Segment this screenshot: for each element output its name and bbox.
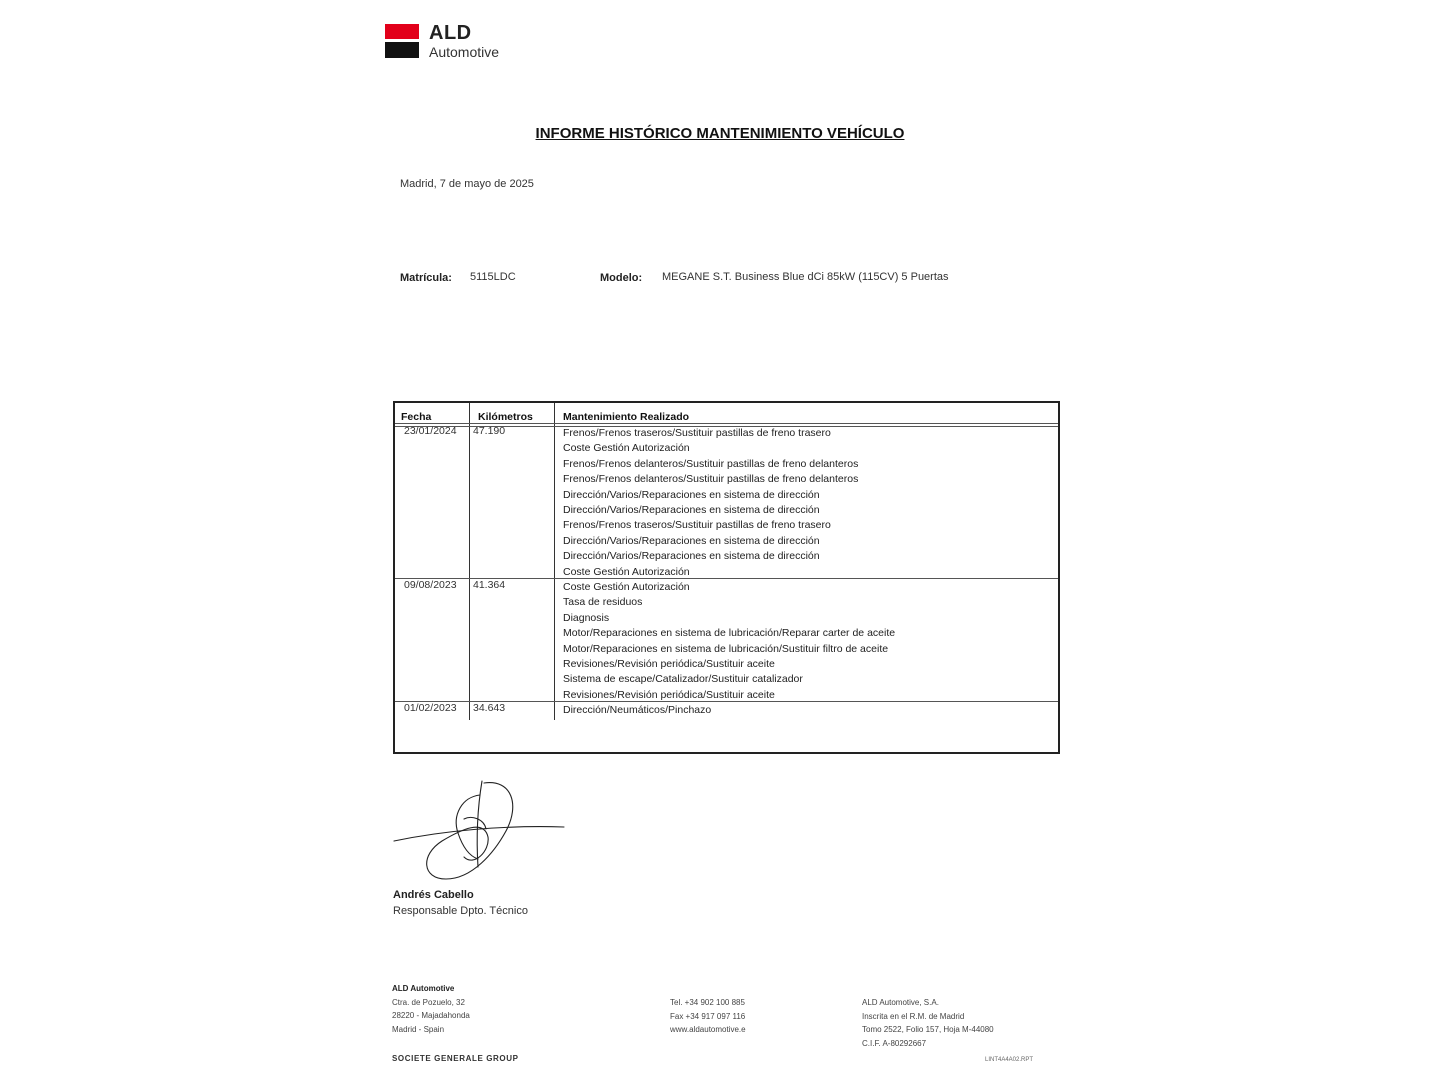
group-name: SOCIETE GENERALE GROUP bbox=[392, 1054, 519, 1063]
header-kilometros: Kilómetros bbox=[478, 411, 533, 423]
list-item: Dirección/Varios/Reparaciones en sistema de dirección bbox=[563, 550, 820, 563]
footer-address-line: Ctra. de Pozuelo, 32 bbox=[392, 997, 465, 1007]
footer-address-line: Madrid - Spain bbox=[392, 1024, 445, 1034]
list-item: Coste Gestión Autorización bbox=[563, 581, 690, 593]
list-item: Frenos/Frenos traseros/Sustituir pastillas de freno trasero bbox=[563, 427, 831, 439]
list-item: Frenos/Frenos traseros/Sustituir pastillas de freno trasero bbox=[563, 519, 831, 532]
row-date: 01/02/2023 bbox=[404, 702, 457, 714]
column-divider bbox=[469, 403, 470, 720]
plate-value: 5115LDC bbox=[470, 271, 516, 283]
report-title: INFORME HISTÓRICO MANTENIMIENTO VEHÍCULO bbox=[535, 125, 905, 142]
logo-subtitle: Automotive bbox=[429, 44, 500, 60]
list-item: Dirección/Varios/Reparaciones en sistema de dirección bbox=[563, 534, 820, 547]
list-item: Revisiones/Revisión periódica/Sustituir aceite bbox=[563, 688, 775, 701]
footer-address-line: 28220 - Majadahonda bbox=[392, 1011, 470, 1020]
list-item: Motor/Reparaciones en sistema de lubricación/Reparar carter de aceite bbox=[563, 627, 896, 640]
footer-legal-line: ALD Automotive, S.A. bbox=[862, 998, 939, 1007]
footer-contact bbox=[670, 996, 746, 1037]
report-date: Madrid, 7 de mayo de 2025 bbox=[400, 178, 534, 190]
signatory-name: Andrés Cabello bbox=[393, 889, 474, 901]
list-item: Dirección/Neumáticos/Pinchazo bbox=[563, 704, 712, 716]
footer-company: ALD Automotive bbox=[392, 984, 455, 993]
list-item: Tasa de residuos bbox=[563, 596, 643, 609]
list-item: Dirección/Varios/Reparaciones en sistema de dirección bbox=[563, 488, 820, 501]
model-label: Modelo: bbox=[600, 272, 643, 284]
footer-legal-line: Tomo 2522, Folio 157, Hoja M-44080 bbox=[862, 1025, 994, 1034]
footer-website: www.aldautomotive.e bbox=[670, 1025, 746, 1034]
row-km: 34.643 bbox=[473, 702, 506, 714]
list-item: Dirección/Varios/Reparaciones en sistema de dirección bbox=[563, 503, 820, 516]
footer-legal-line: Inscrita en el R.M. de Madrid bbox=[862, 1011, 965, 1021]
footer-legal-line: C.I.F. A-80292667 bbox=[862, 1038, 927, 1048]
row-km: 41.364 bbox=[473, 579, 506, 591]
footer-legal bbox=[862, 996, 994, 1050]
list-item: Motor/Reparaciones en sistema de lubricación/Sustituir filtro de aceite bbox=[563, 642, 889, 655]
row-date: 09/08/2023 bbox=[404, 579, 457, 591]
maintenance-table bbox=[393, 401, 1060, 754]
list-item: Diagnosis bbox=[563, 611, 610, 624]
header-mantenimiento: Mantenimiento Realizado bbox=[563, 411, 690, 423]
row-items bbox=[563, 703, 711, 718]
column-divider bbox=[554, 403, 555, 720]
row-km: 47.190 bbox=[473, 425, 506, 437]
footer-phone: Tel. +34 902 100 885 bbox=[670, 998, 745, 1007]
model-value: MEGANE S.T. Business Blue dCi 85kW (115CV) 5 Puertas bbox=[662, 271, 949, 283]
list-item: Sistema de escape/Catalizador/Sustituir catalizador bbox=[563, 673, 803, 686]
list-item: Revisiones/Revisión periódica/Sustituir aceite bbox=[563, 657, 775, 670]
signatory-role: Responsable Dpto. Técnico bbox=[393, 905, 528, 917]
row-items bbox=[563, 580, 895, 703]
ald-automotive-logo bbox=[385, 24, 525, 64]
list-item: Coste Gestión Autorización bbox=[563, 565, 690, 578]
list-item: Frenos/Frenos delanteros/Sustituir pastillas de freno delanteros bbox=[563, 457, 859, 470]
footer-fax: Fax +34 917 097 116 bbox=[670, 1011, 746, 1021]
list-item: Coste Gestión Autorización bbox=[563, 442, 690, 455]
logo-mark-icon bbox=[385, 24, 419, 58]
report-code: LINT4A4A02.RPT bbox=[985, 1057, 1034, 1063]
list-item: Frenos/Frenos delanteros/Sustituir pastillas de freno delanteros bbox=[563, 473, 859, 486]
footer-address bbox=[392, 982, 470, 1036]
signature-image bbox=[392, 775, 567, 885]
row-date: 23/01/2024 bbox=[404, 425, 457, 437]
logo-brand: ALD bbox=[429, 22, 472, 44]
plate-label: Matrícula: bbox=[400, 272, 452, 284]
header-divider bbox=[395, 423, 1058, 424]
row-items bbox=[563, 426, 858, 580]
header-fecha: Fecha bbox=[401, 411, 432, 423]
